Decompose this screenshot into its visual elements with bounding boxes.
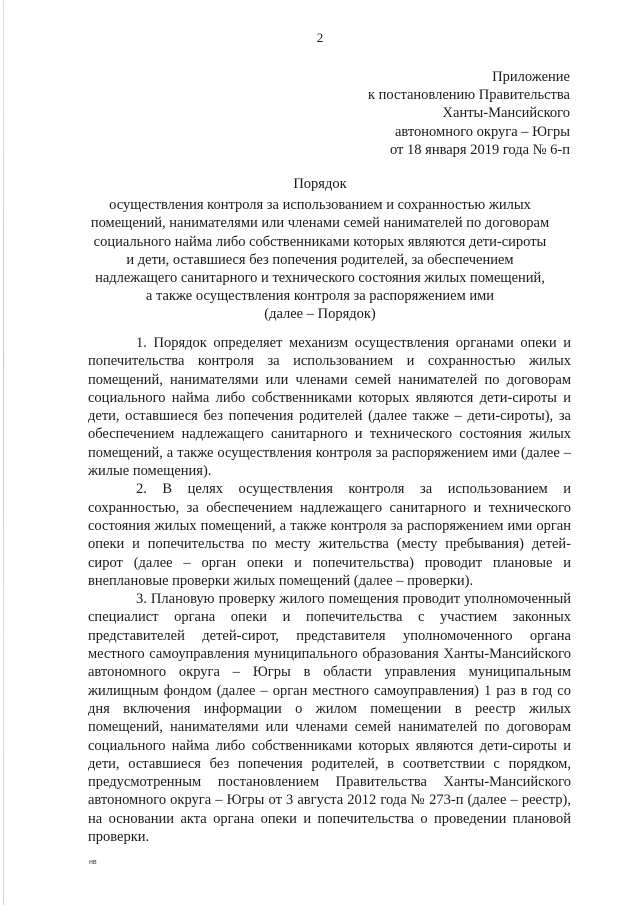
appendix-header	[368, 68, 570, 159]
title-line: надлежащего санитарного и технического состояния жилых помещений,	[95, 270, 545, 287]
title-line: осуществления контроля за использованием и сохранностью жилых	[109, 197, 531, 214]
title-heading: Порядок	[293, 176, 347, 192]
appendix-line: от 18 января 2019 года № 6-п	[390, 141, 570, 158]
appendix-line: Приложение	[492, 69, 570, 85]
footer-initials: нв	[89, 859, 97, 866]
appendix-line: Ханты-Мансийского	[442, 105, 570, 122]
title-line: помещений, нанимателями или членами семей нанимателей по договорам	[90, 215, 550, 232]
document-title	[70, 175, 570, 324]
appendix-line: автономного округа – Югры	[394, 123, 570, 140]
title-line: (далее – Порядок)	[264, 306, 376, 323]
paragraph-3: 3. Плановую проверку жилого помещения проводит уполномоченный специалист органа опеки и попечительства с участием законных представителей детей-сирот, представителя уполномоченного органа местного самоуправления муниципального образования Ханты-Мансийского автономного округа – Югры в области управления муниципальным жилищным фондом (далее – орган местного самоуправления) 1 раз в год со дня включения информации о жилом помещении в реестр жилых помещений, нанимателями или членами семей нанимателей по договорам социального найма либо собственниками которых являются дети-сироты и дети, оставшиеся без попечения родителей, в соответствии с порядком, предусмотренным постановлением Правительства Ханты-Мансийского автономного округа – Югры от 3 августа 2012 года № 273-п (далее – реестр), на основании акта органа опеки и попечительства о проведении плановой проверки.	[88, 591, 571, 846]
scan-edge-line	[3, 0, 4, 905]
paragraph-1: 1. Порядок определяет механизм осуществления органами опеки и попечительства контроля за использованием и сохранностью жилых помещений, нанимателями или членами семей нанимателей по договорам социального найма либо собственниками которых являются дети-сироты и дети, оставшиеся без попечения родителей (далее также – дети-сироты), за обеспечением надлежащего санитарного и технического состояния жилых помещений, а также осуществления контроля за распоряжением ими (далее – жилые помещения).	[88, 335, 571, 480]
appendix-line: к постановлению Правительства	[368, 87, 570, 104]
title-line: а также осуществления контроля за распоряжением ими	[145, 288, 495, 305]
page-number: 2	[316, 30, 324, 45]
title-line: и дети, оставшиеся без попечения родителей, за обеспечением	[126, 251, 514, 268]
paragraph-2: 2. В целях осуществления контроля за использованием и сохранностью, за обеспечением надлежащего санитарного и технического состояния жилых помещений, а также контроля за распоряжением ими орган опеки и попечительства по месту жительства (месту пребывания) детей-сирот (далее – орган опеки и попечительства) проводит плановые и внеплановые проверки жилых помещений (далее – проверки).	[88, 481, 571, 589]
document-body	[88, 334, 571, 846]
title-line: социального найма либо собственниками которых являются дети-сироты	[93, 233, 547, 250]
